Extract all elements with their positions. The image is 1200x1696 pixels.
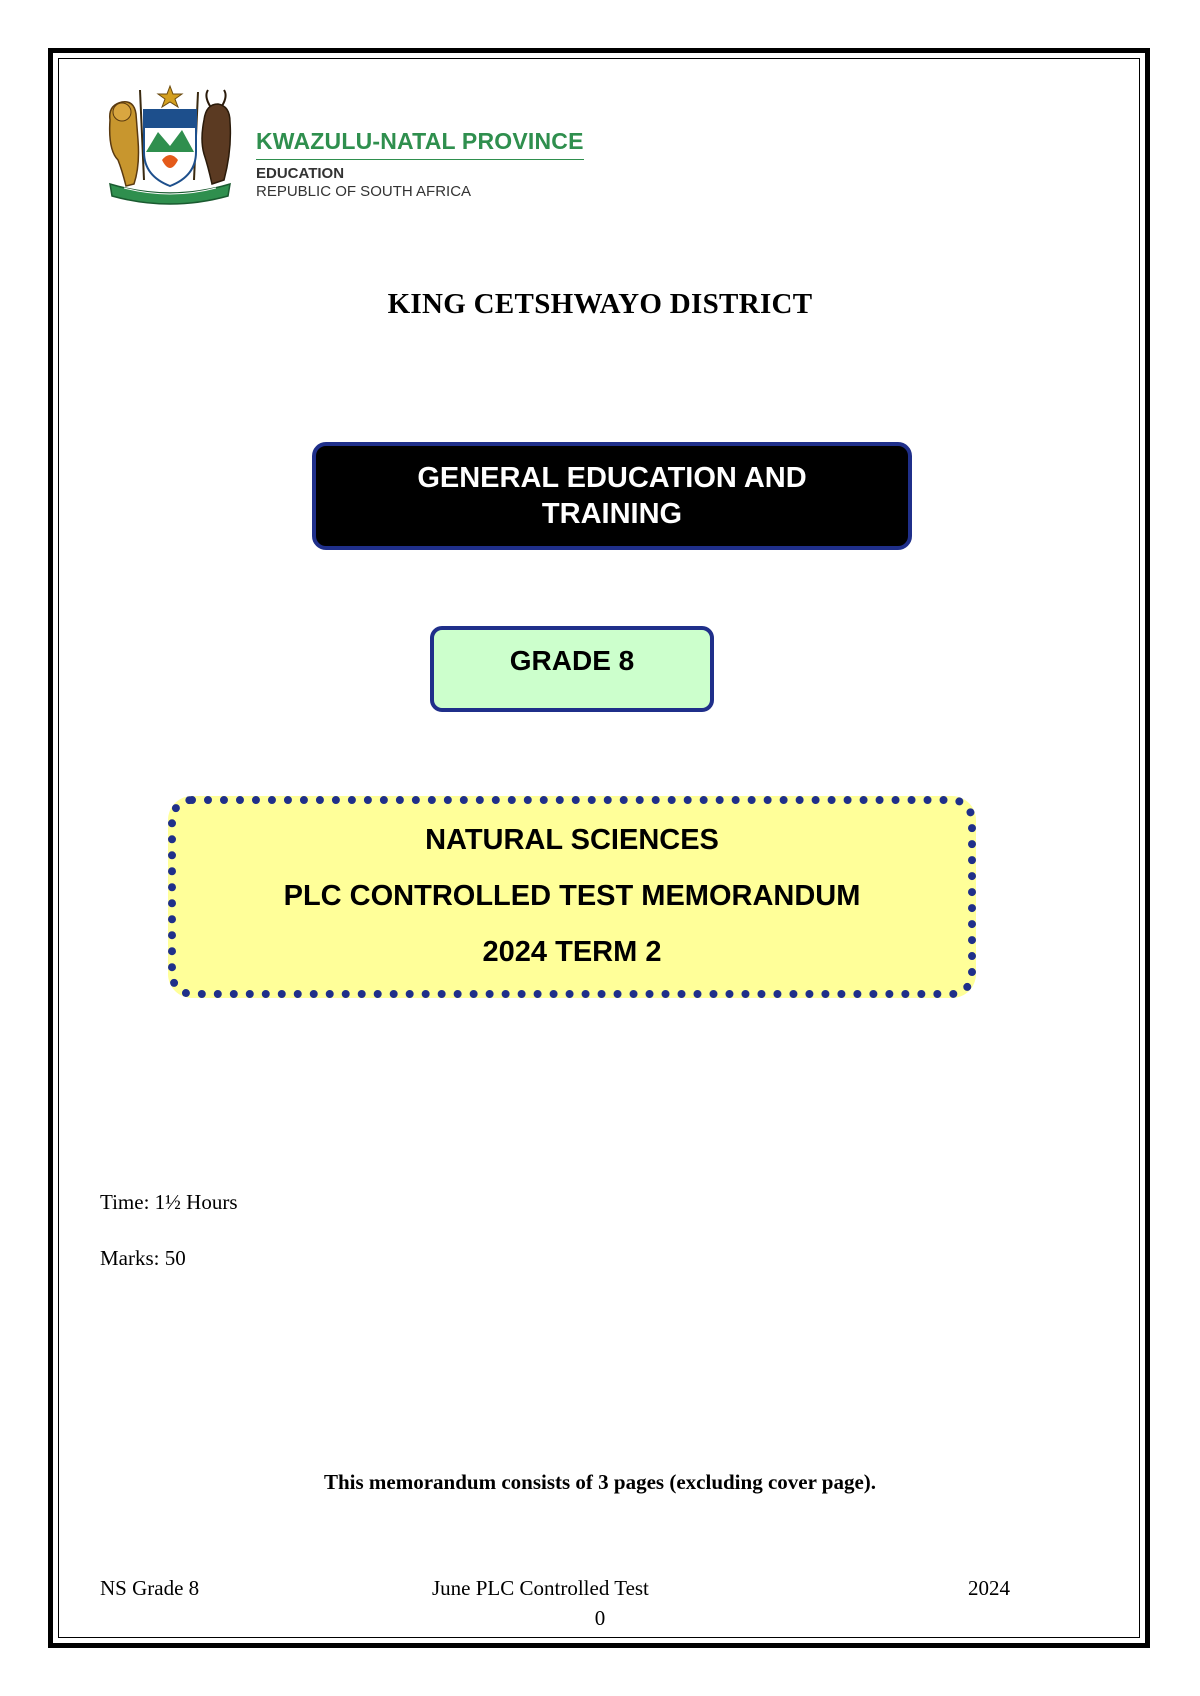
subject-box <box>168 796 976 998</box>
subject-name: NATURAL SCIENCES <box>425 824 719 856</box>
footer-test-name: June PLC Controlled Test <box>432 1576 649 1600</box>
grade-box <box>430 626 714 712</box>
total-marks: Marks: 50 <box>100 1246 186 1270</box>
term-label: 2024 TERM 2 <box>482 936 662 968</box>
phase-box <box>312 442 912 550</box>
phase-label: GENERAL EDUCATION AND TRAINING <box>417 462 807 530</box>
province-name: KWAZULU-NATAL PROVINCE <box>256 128 584 160</box>
page-number: 0 <box>594 1606 606 1630</box>
test-title: PLC CONTROLLED TEST MEMORANDUM <box>283 880 861 912</box>
district-title: KING CETSHWAYO DISTRICT <box>387 288 813 320</box>
country-name: REPUBLIC OF SOUTH AFRICA <box>256 183 472 200</box>
footer-year: 2024 <box>968 1576 1010 1600</box>
footer-subject: NS Grade 8 <box>100 1576 200 1600</box>
time-allowed: Time: 1½ Hours <box>100 1190 238 1214</box>
pages-note: This memorandum consists of 3 pages (excluding cover page). <box>323 1470 877 1494</box>
grade-label: GRADE 8 <box>509 645 635 676</box>
department-name: EDUCATION <box>256 165 345 182</box>
organisation-block <box>256 128 636 200</box>
kzn-coat-of-arms-icon <box>100 80 240 208</box>
